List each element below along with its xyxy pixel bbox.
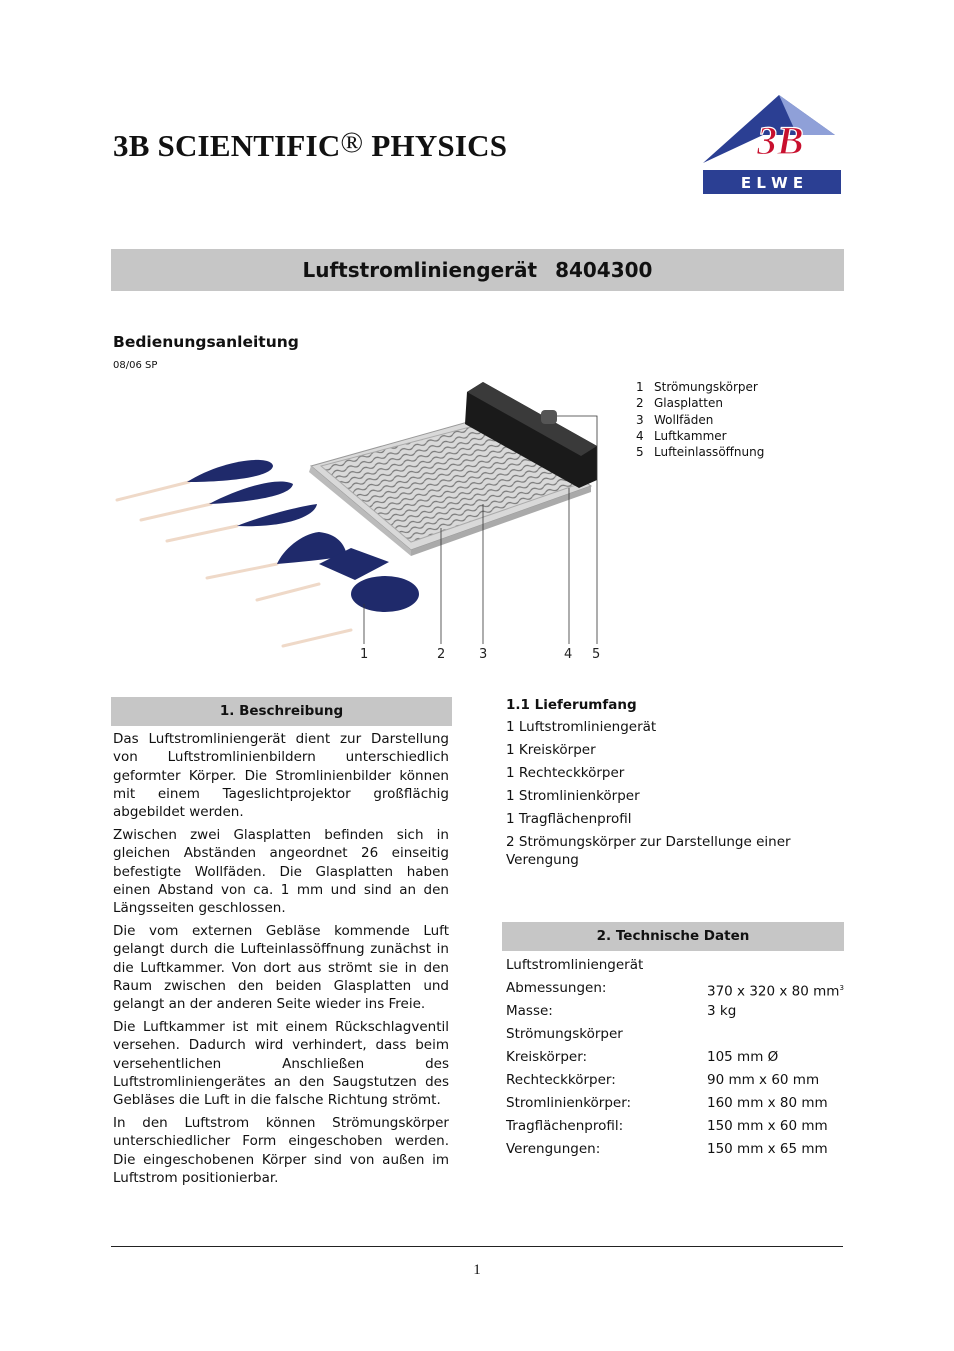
callout-2: 2 <box>437 647 446 662</box>
technical-data-table <box>506 955 844 1162</box>
legend-item: 3 Wollfäden <box>636 412 714 427</box>
registered-mark: ® <box>340 126 364 159</box>
logo-mark: 3B <box>757 118 804 163</box>
brand-heading <box>113 128 507 164</box>
list-item: 1 Stromlinienkörper <box>506 788 640 804</box>
table-row: Masse: 3 kg <box>506 1003 737 1019</box>
list-item: 1 Kreiskörper <box>506 742 596 758</box>
elwe-logo <box>703 95 843 195</box>
table-row: Tragflächenprofil: 150 mm x 60 mm <box>506 1118 828 1134</box>
table-row: Luftstromliniengerät <box>506 957 644 973</box>
legend-item: 4 Luftkammer <box>636 428 727 443</box>
callout-5: 5 <box>592 647 601 662</box>
legend-item: 1 Strömungskörper <box>636 380 758 394</box>
logo-subtext: E L W E <box>740 174 804 192</box>
legend-item: 5 Lufteinlassöffnung <box>636 445 765 460</box>
list-item: 1 Luftstromliniengerät <box>506 719 657 735</box>
paragraph: In den Luftstrom können Strömungskörper unterschiedlicher Form eingeschoben werden. Die eingeschobenen Körper sind von außen im Luftstrom positionierbar. <box>113 1114 449 1186</box>
legend-item: 2 Glasplatten <box>636 396 723 411</box>
product-code: 8404300 <box>555 258 653 282</box>
section-heading-description: 1. Beschreibung <box>111 697 452 726</box>
table-row: Verengungen: 150 mm x 65 mm <box>506 1141 828 1157</box>
paragraph: Das Luftstromliniengerät dient zur Darstellung von Luftstromlinienbildern unterschiedlich geformter Körper. Die Stromlinienbilder können mit einem Tageslichtprojektor großflächig abgebildet werden. <box>113 731 449 821</box>
product-name: Luftstromliniengerät <box>302 258 538 282</box>
brand-tail: PHYSICS <box>363 128 508 163</box>
table-row: Stromlinienkörper: 160 mm x 80 mm <box>506 1095 828 1111</box>
list-item: 2 Strömungskörper zur Darstellunge einer Verengung <box>506 834 791 868</box>
paragraph: Zwischen zwei Glasplatten befinden sich in gleichen Abständen angeordnet 26 einseitig befestigte Wollfäden. Die Glasplatten haben einen Abstand von ca. 1 mm und sind an den Längsseiten geschlossen. <box>113 826 449 917</box>
footer-rule <box>111 1246 843 1247</box>
scope-heading: 1.1 Lieferumfang <box>506 697 637 713</box>
section-heading-technical-data: 2. Technische Daten <box>502 922 844 951</box>
description-body <box>113 730 449 1192</box>
callout-3: 3 <box>479 647 488 662</box>
device-illustration <box>111 378 611 668</box>
document-subtitle: Bedienungsanleitung <box>113 333 299 351</box>
document-date: 08/06 SP <box>113 360 158 371</box>
table-row: Kreiskörper: 105 mm Ø <box>506 1049 779 1065</box>
paragraph: Die vom externen Gebläse kommende Luft gelangt durch die Lufteinlassöffnung zunächst in die Luftkammer. Von dort aus strömt sie in den Raum zwischen den beiden Glasplatten und gelangt an der anderen Seite wieder ins Freie. <box>113 922 449 1013</box>
list-item: 1 Rechteckkörper <box>506 765 625 781</box>
callout-1: 1 <box>360 647 369 662</box>
brand-main: 3B SCIENTIFIC <box>113 128 341 163</box>
page-number: 1 <box>473 1262 481 1278</box>
table-row: Strömungskörper <box>506 1026 623 1042</box>
product-title-bar <box>111 249 844 291</box>
scope-of-delivery <box>506 695 816 874</box>
list-item: 1 Tragflächenprofil <box>506 811 632 827</box>
paragraph: Die Luftkammer ist mit einem Rückschlagventil versehen. Dadurch wird verhindert, dass beim versehentlichen Anschließen des Luftstromliniengerätes an den Saugstutzen des Gebläses die Luft in die falsche Richtung strömt. <box>113 1018 449 1109</box>
callout-4: 4 <box>564 647 573 662</box>
table-row: Abmessungen: 370 x 320 x 80 $mm^3$ <box>506 980 844 1000</box>
figure-legend <box>636 379 764 460</box>
table-row: Rechteckkörper: 90 mm x 60 mm <box>506 1072 820 1088</box>
